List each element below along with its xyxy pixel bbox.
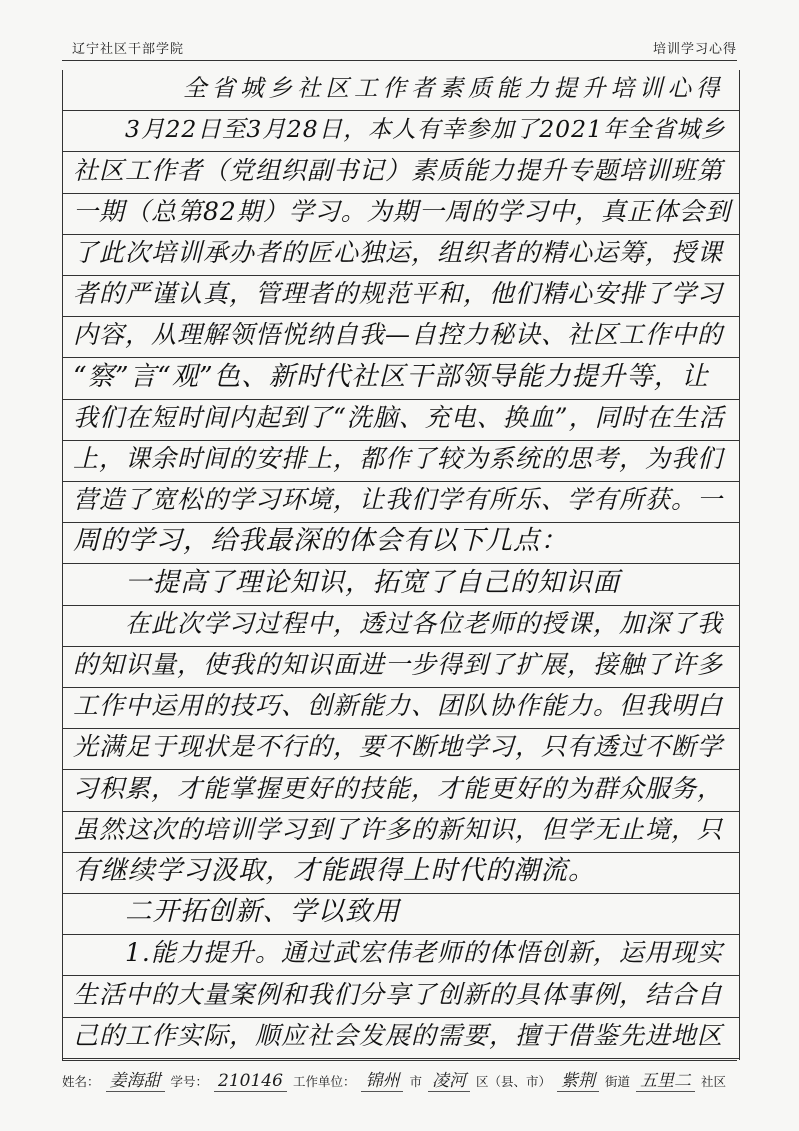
text-line [63,729,739,770]
city-value: 锦州 [361,1066,403,1092]
handwritten-text: 在此次学习过程中，透过各位老师的授课，加深了我 [125,608,724,638]
handwritten-text: 光满足于现状是不行的，要不断地学习，只有透过不断学 [73,732,724,762]
community-label: 社区 [701,1074,727,1089]
street-label: 街道 [604,1074,630,1089]
handwritten-text: 全省城乡社区工作者素质能力提升培训心得 [183,74,725,103]
handwritten-text: 内容，从理解领悟悦纳自我—自控力秘诀、社区工作中的 [73,320,724,350]
handwritten-text: 者的严谨认真，管理者的规范平和，他们精心安排了学习 [73,279,724,309]
district-label: 区（县、市） [475,1074,551,1089]
handwritten-text: 二开拓创新、学以致用 [125,896,400,928]
lined-writing-area [62,70,740,1060]
text-line [63,400,739,441]
text-line [63,688,739,729]
handwritten-text: “察”言“观”色、新时代社区干部领导能力提升等，让 [73,360,709,392]
handwritten-text: 上，课余时间的安排上，都作了较为系统的思考，为我们 [73,443,724,473]
handwritten-text: 1.能力提升。通过武宏伟老师的体悟创新，运用现实 [125,938,723,968]
text-line [63,770,739,811]
handwritten-text: 己的工作实际，顺应社会发展的需要，擅于借鉴先进地区 [73,1020,724,1050]
id-value: 210146 [214,1071,287,1092]
text-line [63,812,739,853]
handwritten-text: 工作中运用的技巧、创新能力、团队协作能力。但我明白 [73,691,724,721]
text-line [63,564,739,605]
text-line [63,894,739,935]
unit-label: 工作单位： [292,1074,356,1089]
city-label: 市 [409,1074,422,1089]
name-label: 姓名： [62,1074,100,1089]
id-label: 学号： [170,1074,209,1089]
text-line [63,523,739,564]
text-line [63,194,739,235]
text-line [63,935,739,976]
street-value: 紫荆 [557,1066,599,1092]
text-line [63,976,739,1017]
handwritten-text: 一提高了理论知识，拓宽了自己的知识面 [125,566,620,598]
text-line [63,853,739,894]
handwritten-text: 社区工作者（党组织副书记）素质能力提升专题培训班第 [73,155,724,185]
handwritten-text: 周的学习，给我最深的体会有以下几点： [73,525,568,557]
document-type: 培训学习心得 [652,42,737,57]
text-line [63,152,739,193]
student-info-footer [62,1066,737,1091]
handwritten-text: 一期（总第82期）学习。为期一周的学习中，真正体会到 [73,196,731,226]
handwritten-text: 营造了宽松的学习环境，让我们学有所乐、学有所获。一 [73,485,724,515]
text-line [63,317,739,358]
handwritten-text: 习积累，才能掌握更好的技能，才能更好的为群众服务， [73,773,724,803]
name-value: 姜海甜 [106,1066,165,1092]
community-value: 五里二 [636,1066,695,1092]
text-line [63,441,739,482]
footer-rule [62,1060,737,1061]
school-name: 辽宁社区干部学院 [72,42,185,57]
handwritten-text: 了此次培训承办者的匠心独运，组织者的精心运筹，授课 [73,237,724,267]
text-line [63,1018,739,1059]
handwritten-text: 的知识量，使我的知识面进一步得到了扩展，接触了许多 [73,649,724,679]
text-line [63,111,739,152]
district-value: 凌河 [428,1066,470,1092]
text-line [63,70,739,111]
handwritten-text: 生活中的大量案例和我们分享了创新的具体事例，结合自 [73,979,724,1009]
text-line [63,482,739,523]
text-line [63,235,739,276]
handwritten-text: 有继续学习汲取，才能跟得上时代的潮流。 [73,854,596,886]
text-line [63,358,739,399]
handwritten-text: 虽然这次的培训学习到了许多的新知识，但学无止境，只 [73,814,724,844]
handwritten-text: 我们在短时间内起到了“洗脑、充电、换血”，同时在生活 [73,402,725,432]
text-line [63,276,739,317]
handwritten-text: 3月22日至3月28日，本人有幸参加了2021年全省城乡 [125,115,726,144]
text-line [63,647,739,688]
text-line [63,606,739,647]
header-rule [62,60,737,61]
